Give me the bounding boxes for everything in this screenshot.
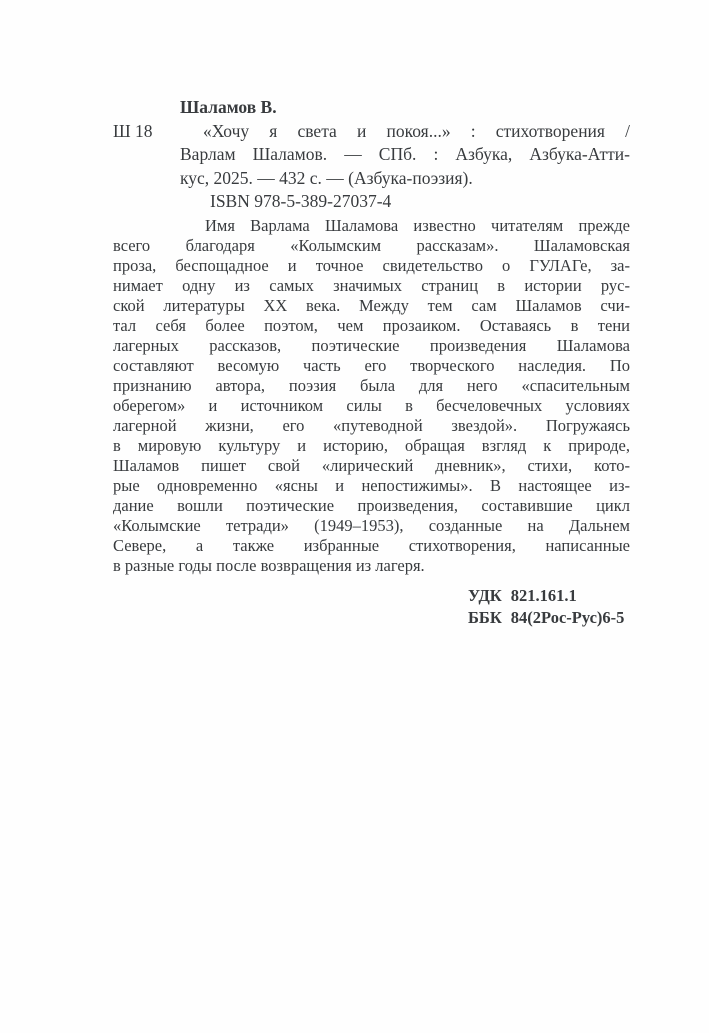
udk-label: УДК	[468, 585, 502, 605]
text-line: всего благодаря «Колымским рассказам». Шаламовская	[113, 235, 630, 255]
bbk-label: ББК	[468, 607, 502, 627]
text-line: «Хочу я света и покоя...» : стихотворения /	[203, 120, 630, 141]
text-line: кус, 2025. — 432 с. — (Азбука-поэзия).	[180, 167, 473, 188]
text-line: Севере, а также избранные стихотворения, написанные	[113, 535, 630, 555]
text-line: оберегом» и источником силы в бесчеловечных условиях	[113, 395, 630, 415]
text-line: Имя Варлама Шаламова известно читателям прежде	[205, 215, 630, 235]
text-line: «Колымские тетради» (1949–1953), созданные на Дальнем	[113, 515, 630, 535]
text-line: нимает одну из самых значимых страниц в истории рус-	[113, 275, 630, 295]
annotation-paragraph	[113, 216, 630, 576]
text-line: лагерной жизни, его «путеводной звездой». Погружаясь	[113, 415, 630, 435]
text-line: лагерных рассказов, поэтические произведения Шаламова	[113, 335, 630, 355]
catalog-card	[113, 120, 630, 191]
bbk-value: 84(2Рос-Рус)6-5	[510, 607, 625, 627]
text-column	[113, 96, 630, 629]
text-line: ской литературы XX века. Между тем сам Шаламов счи-	[113, 295, 630, 315]
text-line: Шаламов пишет свой «лирический дневник», стихи, кото-	[113, 455, 630, 475]
text-line: тал себя более поэтом, чем прозаиком. Оставаясь в тени	[113, 315, 630, 335]
udk-row	[468, 585, 630, 607]
text-line: составляют весомую часть его творческого наследия. По	[113, 355, 630, 375]
text-line: в разные годы после возвращения из лагеря.	[113, 555, 425, 575]
bbk-row	[468, 607, 630, 629]
text-line: рые одновременно «ясны и непостижимы». В настоящее из-	[113, 475, 630, 495]
isbn-line: ISBN 978-5-389-27037-4	[210, 191, 392, 211]
classification-codes	[468, 585, 630, 629]
bibliographic-description	[180, 120, 630, 191]
text-line: проза, беспощадное и точное свидетельство о ГУЛАГе, за-	[113, 255, 630, 275]
text-line: дание вошли поэтические произведения, составившие цикл	[113, 495, 630, 515]
text-line: признанию автора, поэзия была для него «спасительным	[113, 375, 630, 395]
author-heading: Шаламов В.	[180, 97, 277, 117]
udk-value: 821.161.1	[510, 585, 577, 605]
text-line: Варлам Шаламов. — СПб. : Азбука, Азбука-Атти-	[180, 144, 630, 164]
text-line: в мировую культуру и историю, обращая взгляд к природе,	[113, 435, 630, 455]
catalog-card-code: Ш 18	[113, 120, 153, 141]
